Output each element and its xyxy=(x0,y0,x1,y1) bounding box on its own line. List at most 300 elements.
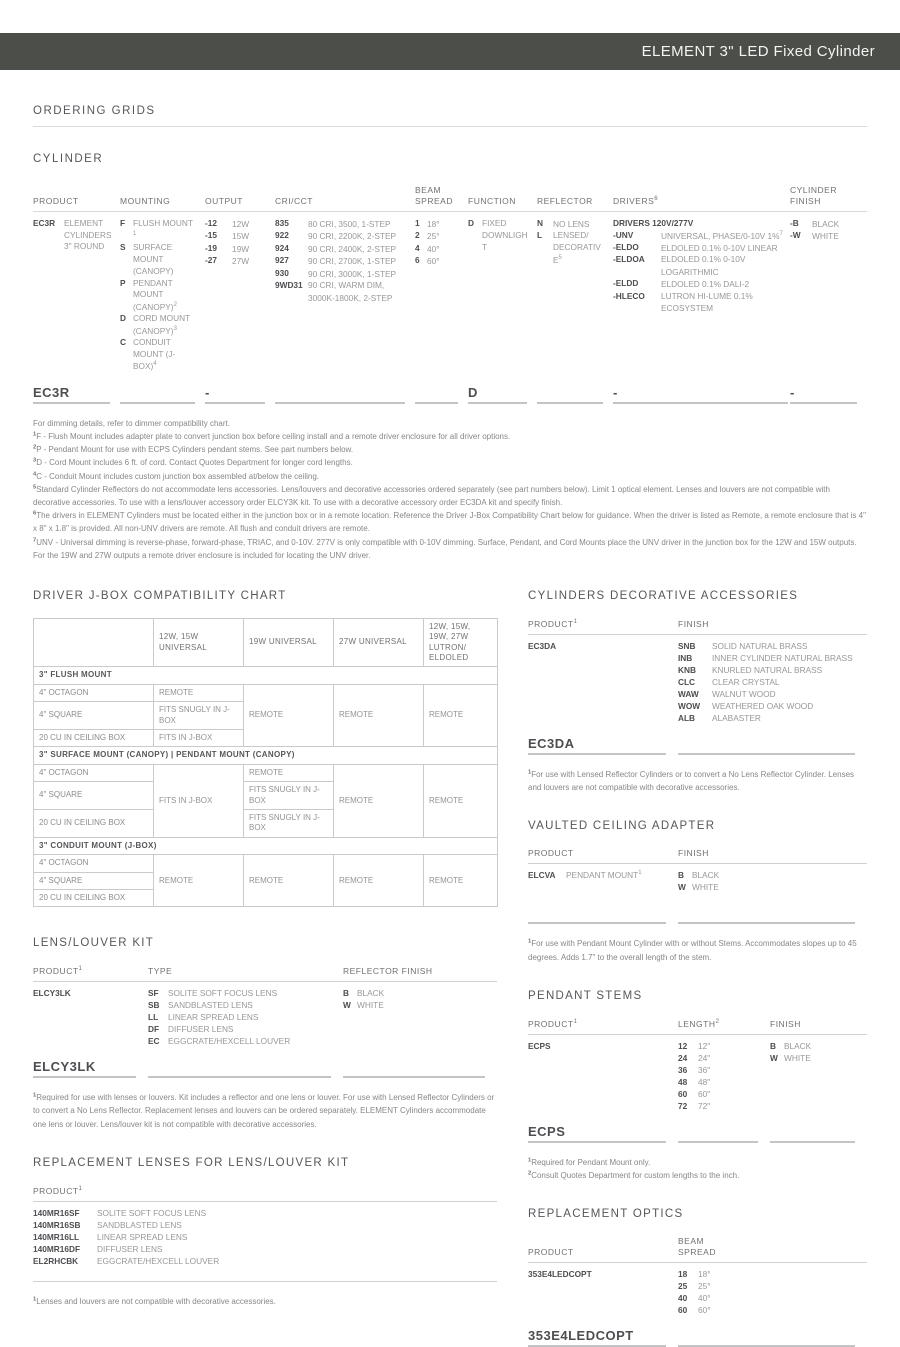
left-column xyxy=(33,590,497,1347)
option-row xyxy=(678,652,855,664)
footnote: $^3$D - Cord Mount includes 6 ft. of cord. Contact Quotes Department for longer cord lengths. xyxy=(33,457,353,468)
stems-headers xyxy=(528,1018,867,1035)
option-code: -12 xyxy=(205,218,217,229)
vaulted-fill-in-row xyxy=(528,905,867,924)
option-label: 60" xyxy=(698,1088,711,1099)
fill-in-beam-spread xyxy=(678,1328,855,1347)
option-row xyxy=(537,218,605,230)
accessories-finishes xyxy=(678,640,867,724)
product-column xyxy=(33,218,120,373)
option-label: WHITE xyxy=(784,1052,811,1063)
option-row xyxy=(537,230,605,266)
optics-body xyxy=(528,1268,867,1316)
option-code: B xyxy=(770,1040,776,1051)
option-row xyxy=(275,230,407,242)
option-label: BLACK xyxy=(692,870,720,881)
option-label: 60° xyxy=(698,1305,711,1316)
option-label: 19W xyxy=(232,243,250,254)
option-label: LENSED/ DECORATIVE$^5$ xyxy=(553,230,601,265)
jbox-cell: FITS SNUGLY IN J-BOX xyxy=(244,782,334,810)
fill-in-product: 353E4LEDCOPT xyxy=(528,1328,666,1347)
option-label: 12" xyxy=(698,1040,711,1051)
option-row xyxy=(33,1255,497,1267)
option-row xyxy=(275,243,407,255)
lens-kit-finishes xyxy=(343,987,497,1047)
option-row xyxy=(790,230,859,242)
option-code: 72 xyxy=(678,1100,688,1111)
option-label: FIXED DOWNLIGHT xyxy=(482,218,528,253)
jbox-row-label: 4" OCTAGON xyxy=(34,855,154,872)
jbox-row-label: 4" OCTAGON xyxy=(34,764,154,781)
option-label: 90 CRI, WARM DIM, 3000K-1800K, 2-STEP xyxy=(308,279,393,303)
option-label: SOLITE SOFT FOCUS LENS xyxy=(97,1207,207,1218)
option-label: BLACK xyxy=(357,988,385,999)
option-label: 90 CRI, 2700K, 1-STEP xyxy=(308,255,397,266)
option-row xyxy=(120,218,197,242)
option-label: LINEAR SPREAD LENS xyxy=(97,1231,188,1242)
option-code: W xyxy=(343,1000,351,1011)
option-code: 4 xyxy=(415,242,420,253)
jbox-cell: REMOTE xyxy=(424,684,498,747)
option-row xyxy=(678,640,855,652)
option-code: D xyxy=(468,218,474,229)
jbox-cell: FITS SNUGLY IN J-BOX xyxy=(154,702,244,730)
output-column xyxy=(205,218,275,373)
option-row xyxy=(770,1040,855,1052)
product-desc: ELEMENT CYLINDERS 3" ROUND xyxy=(64,218,112,252)
jbox-row-label: 20 CU IN CEILING BOX xyxy=(34,809,154,837)
option-code: 18 xyxy=(678,1269,688,1280)
accessories-product-code: EC3DA xyxy=(528,640,557,651)
option-row xyxy=(120,337,197,373)
option-label: 15W xyxy=(232,231,250,242)
lens-kit-types xyxy=(148,987,343,1047)
option-label: ELDOLED 0.1% DALI-2 xyxy=(661,279,750,290)
option-row xyxy=(343,999,485,1011)
jbox-col-lutron-eldoled: 12W, 15W, 19W, 27W LUTRON/ ELDOLED xyxy=(424,618,498,667)
option-row xyxy=(205,218,267,230)
option-row xyxy=(613,230,788,242)
stems-product-code: ECPS xyxy=(528,1040,551,1051)
jbox-section-surface-pendant: 3" SURFACE MOUNT (CANOPY) | PENDANT MOUNT (CANOPY) xyxy=(34,747,498,764)
option-label: SANDBLASTED LENS xyxy=(168,1000,253,1011)
option-code: EL2RHCBK xyxy=(33,1255,79,1266)
replacement-lenses-product-header: PRODUCT$^1$ xyxy=(33,1184,83,1196)
option-label: EGGCRATE/HEXCELL LOUVER xyxy=(97,1255,220,1266)
product-code: EC3R xyxy=(33,218,56,229)
option-row xyxy=(613,242,788,254)
option-label: DIFFUSER LENS xyxy=(168,1024,234,1035)
drivers-footnote-ref: 6 xyxy=(654,195,659,203)
lens-kit-fill-in-row xyxy=(33,1059,497,1078)
option-row xyxy=(770,1052,855,1064)
option-row xyxy=(678,1052,758,1064)
option-code: -HLECO xyxy=(613,290,645,301)
option-label: SURFACE MOUNT (CANOPY) xyxy=(133,242,174,277)
option-code: EC xyxy=(148,1036,160,1047)
option-code: KNB xyxy=(678,664,696,675)
option-code: 40 xyxy=(678,1293,688,1304)
replacement-lenses-list xyxy=(33,1207,497,1267)
option-code: L xyxy=(537,230,543,241)
option-label: SOLITE SOFT FOCUS LENS xyxy=(168,988,278,999)
option-row xyxy=(678,1076,758,1088)
optics-product-header: PRODUCT xyxy=(528,1247,574,1258)
jbox-row-label: 4" SQUARE xyxy=(34,872,154,889)
option-row xyxy=(275,268,407,280)
jbox-row xyxy=(34,684,498,701)
option-row xyxy=(678,881,855,893)
footnote: $^1$For use with Lensed Reflector Cylinders or to convert a No Lens Reflector Cylinder. Lenses and louvers are not compatible with decorative accessories. xyxy=(528,769,855,793)
option-row xyxy=(148,1023,331,1035)
jbox-cell: REMOTE xyxy=(334,855,424,907)
jbox-compatibility-table xyxy=(33,618,498,907)
reflector-column xyxy=(537,218,613,373)
option-row xyxy=(275,255,407,267)
option-row xyxy=(678,700,855,712)
lens-kit-headers xyxy=(33,965,497,982)
jbox-section-conduit: 3" CONDUIT MOUNT (J-BOX) xyxy=(34,837,498,854)
option-row xyxy=(678,1292,855,1304)
option-label: EGGCRATE/HEXCELL LOUVER xyxy=(168,1036,291,1047)
option-row xyxy=(528,869,666,881)
option-code: 927 xyxy=(275,255,289,266)
option-code: 60 xyxy=(678,1088,688,1099)
option-label: LUTRON HI-LUME 0.1% ECOSYSTEM xyxy=(661,290,753,314)
option-code: 9WD31 xyxy=(275,279,303,290)
option-code: -ELDO xyxy=(613,242,639,253)
option-label: WALNUT WOOD xyxy=(712,688,776,699)
option-label: SOLID NATURAL BRASS xyxy=(712,640,808,651)
replacement-optics-heading: REPLACEMENT OPTICS xyxy=(528,1208,684,1221)
option-code: LL xyxy=(148,1012,159,1023)
footnote: $^6$The drivers in ELEMENT Cylinders must be located either in the junction box or in a remote location. Reference the Driver J-Box Compatibility Chart below for guidance. When the driver is listed as Remote, a remote enclosure that is 4" x 8" x 1.8" is provided. All non-UNV drivers are remote. All flush and conduit drivers are remote. xyxy=(33,510,866,534)
vaulted-ceiling-adapter-heading: VAULTED CEILING ADAPTER xyxy=(528,820,716,833)
option-code: 924 xyxy=(275,242,289,253)
jbox-col-19w: 19W UNIVERSAL xyxy=(244,618,334,667)
option-code: 48 xyxy=(678,1076,688,1087)
option-code: -19 xyxy=(205,242,217,253)
option-row xyxy=(678,869,855,881)
footnote: $^7$UNV - Universal dimming is reverse-phase, forward-phase, TRIAC, and 0-10V. 277V is only compatible with 0-10V dimming. Surface, Pendant, and Cord Mounts place the UNV driver in the junction box for the 12W and 15W outputs. For the 19W and 27W outputs a remote driver enclosure is included for locating the UNV driver. xyxy=(33,536,857,560)
jbox-cell: REMOTE xyxy=(154,684,244,701)
optics-spreads xyxy=(678,1268,867,1316)
accessories-headers xyxy=(528,618,867,635)
option-label: 60° xyxy=(427,255,440,266)
footnote: For dimming details, refer to dimmer compatibility chart. xyxy=(33,418,230,428)
jbox-col-12w-15w: 12W, 15W UNIVERSAL xyxy=(154,618,244,667)
option-row xyxy=(205,255,267,267)
jbox-cell: FITS IN J-BOX xyxy=(154,764,244,837)
option-row xyxy=(678,664,855,676)
fill-in-output: - xyxy=(205,385,265,404)
option-code: WAW xyxy=(678,688,699,699)
option-row xyxy=(33,218,112,253)
option-code: W xyxy=(678,882,686,893)
beam-spread-column xyxy=(415,218,468,373)
option-code: -W xyxy=(790,230,801,241)
option-row xyxy=(33,1243,497,1255)
drivers-voltage-title: DRIVERS 120V/277V xyxy=(613,218,694,229)
vaulted-body xyxy=(528,869,867,893)
option-row xyxy=(120,278,197,314)
ordering-grid-footnotes xyxy=(33,417,867,562)
fill-in-cri-cct xyxy=(275,385,405,404)
option-code: 36 xyxy=(678,1064,688,1075)
vaulted-headers xyxy=(528,848,867,864)
option-code: -27 xyxy=(205,255,217,266)
option-label: CLEAR CRYSTAL xyxy=(712,676,780,687)
right-column xyxy=(528,590,867,1347)
divider xyxy=(33,1281,497,1282)
cylinder-grid-body xyxy=(33,218,867,373)
option-row xyxy=(205,243,267,255)
jbox-cell: REMOTE xyxy=(244,764,334,781)
option-label: WHITE xyxy=(692,882,719,893)
option-label: 18° xyxy=(698,1269,711,1280)
jbox-col-27w: 27W UNIVERSAL xyxy=(334,618,424,667)
jbox-chart-heading: DRIVER J-BOX COMPATIBILITY CHART xyxy=(33,589,287,602)
jbox-row-label: 20 CU IN CEILING BOX xyxy=(34,730,154,747)
footnote: $^1$F - Flush Mount includes adapter plate to convert junction box before ceiling install and a remote driver enclosure for all driver options. xyxy=(33,431,511,442)
footnote: $^1$Required for use with lenses or louvers. Kit includes a reflector and one lens or louver. For use with Lensed Reflector Cylinders or to convert a No Lens Reflector. Replacement lenses and louvers can be ordered separately. ELEMENT Cylinders accommodate one lens or louver. Lens/louver kit is not compatible with decorative accessories. xyxy=(33,1092,495,1129)
option-label: 80 CRI, 3500, 1-STEP xyxy=(308,218,391,229)
option-label: 48" xyxy=(698,1076,711,1087)
option-row xyxy=(148,1011,331,1023)
stems-footnotes xyxy=(528,1156,867,1182)
option-code: CLC xyxy=(678,676,696,687)
option-code: 25 xyxy=(678,1281,688,1292)
fill-in-product xyxy=(528,905,666,924)
lens-kit-footnote xyxy=(33,1091,497,1131)
column-header-beam-spread: BEAM SPREAD xyxy=(415,185,453,207)
accessories-footnote xyxy=(528,768,867,794)
jbox-cell: FITS SNUGLY IN J-BOX xyxy=(244,809,334,837)
option-code: S xyxy=(120,242,126,253)
option-row xyxy=(275,218,407,230)
vaulted-product-desc: PENDANT MOUNT$^1$ xyxy=(566,870,642,881)
option-label: 27W xyxy=(232,255,250,266)
column-header-output: OUTPUT xyxy=(205,196,243,207)
option-row xyxy=(275,280,407,304)
fill-in-drivers: - xyxy=(613,385,788,404)
option-code: 60 xyxy=(678,1305,688,1316)
option-row xyxy=(678,712,855,724)
option-code: 930 xyxy=(275,267,289,278)
drivers-options xyxy=(613,230,788,315)
cylinder-grid-headers xyxy=(33,185,867,212)
jbox-cell: REMOTE xyxy=(154,855,244,907)
stems-length-header: LENGTH$^2$ xyxy=(678,1017,720,1029)
option-label: DIFFUSER LENS xyxy=(97,1243,163,1254)
cylinder-heading: CYLINDER xyxy=(33,153,104,165)
option-label: 90 CRI, 2400K, 2-STEP xyxy=(308,243,397,254)
option-row xyxy=(415,255,460,267)
option-label: 25° xyxy=(698,1281,711,1292)
option-label: 40° xyxy=(698,1293,711,1304)
lens-kit-type-header: TYPE xyxy=(148,966,173,977)
fill-in-product: ECPS xyxy=(528,1124,666,1143)
fill-in-product: EC3DA xyxy=(528,736,666,755)
option-code: 922 xyxy=(275,230,289,241)
column-header-drivers xyxy=(613,195,790,207)
option-row xyxy=(678,676,855,688)
replacement-lenses-headers xyxy=(33,1185,497,1202)
cylinder-fill-in-row xyxy=(33,385,867,404)
option-code: F xyxy=(120,218,126,229)
optics-product-code: 353E4LEDCOPT xyxy=(528,1269,592,1280)
fill-in-finish xyxy=(678,905,855,924)
option-label: BLACK xyxy=(784,1040,812,1051)
vaulted-product-header: PRODUCT xyxy=(528,848,574,859)
option-label: ELDOLED 0.1% 0-10V LINEAR xyxy=(661,242,778,253)
jbox-cell: REMOTE xyxy=(334,764,424,837)
option-code: P xyxy=(120,277,126,288)
finish-column xyxy=(790,218,867,373)
option-code: 6 xyxy=(415,255,420,266)
option-code: 140MR16SF xyxy=(33,1207,80,1218)
jbox-cell: FITS IN J-BOX xyxy=(154,730,244,747)
option-label: LINEAR SPREAD LENS xyxy=(168,1012,259,1023)
ordering-grids-heading: ORDERING GRIDS xyxy=(33,105,867,127)
lens-kit-product-code: ELCY3LK xyxy=(33,988,71,999)
option-row xyxy=(148,999,331,1011)
fill-in-finish xyxy=(343,1059,485,1078)
option-code: B xyxy=(678,870,684,881)
fill-in-finish xyxy=(770,1124,855,1143)
fill-in-finish xyxy=(678,736,855,755)
option-row xyxy=(678,1088,758,1100)
option-label: FLUSH MOUNT $^1$ xyxy=(133,218,193,237)
column-header-function: FUNCTION xyxy=(468,196,516,207)
option-row xyxy=(33,1219,497,1231)
option-label: INNER CYLINDER NATURAL BRASS xyxy=(712,652,853,663)
jbox-row-label: 4" SQUARE xyxy=(34,702,154,730)
option-row xyxy=(120,313,197,337)
vaulted-product-code: ELCVA xyxy=(528,870,556,881)
fill-in-product: EC3R xyxy=(33,385,110,404)
option-row xyxy=(678,1100,758,1112)
option-code: 2 xyxy=(415,230,420,241)
lens-kit-finish-header: REFLECTOR FINISH xyxy=(343,966,433,977)
column-header-reflector: REFLECTOR xyxy=(537,196,593,207)
option-code: -ELDOA xyxy=(613,254,645,265)
option-code: SB xyxy=(148,1000,160,1011)
option-code: -ELDD xyxy=(613,278,639,289)
option-row xyxy=(33,1231,497,1243)
column-header-mounting: MOUNTING xyxy=(120,196,171,207)
option-label: PENDANT MOUNT (CANOPY)$^2$ xyxy=(133,277,177,312)
option-label: WEATHERED OAK WOOD xyxy=(712,700,814,711)
optics-fill-in-row xyxy=(528,1328,867,1347)
option-row xyxy=(678,1040,758,1052)
option-label: 36" xyxy=(698,1064,711,1075)
footnote: $^5$Standard Cylinder Reflectors do not accommodate lens accessories. Lens/louvers and decorative accessories ordered separately (see part numbers below). Limit 1 optical element. Lenses and louvers are not compatible with decorative accessories. To use with a lens/louver accessory order ELCY3K kit. To use with a decorative accessory order EC3DA kit and specify finish. xyxy=(33,484,830,507)
header-bar xyxy=(0,33,900,70)
option-label: 72" xyxy=(698,1100,711,1111)
option-label: CONDUIT MOUNT $(J-BOX)^4$ xyxy=(133,337,176,372)
vaulted-finish-header: FINISH xyxy=(678,848,709,859)
function-column xyxy=(468,218,537,373)
option-label: ALABASTER xyxy=(712,712,761,723)
replacement-lenses-heading: REPLACEMENT LENSES FOR LENS/LOUVER KIT xyxy=(33,1156,350,1169)
jbox-header-row xyxy=(34,618,498,667)
jbox-cell: REMOTE xyxy=(424,855,498,907)
footnote: $^1$Required for Pendant Mount only. xyxy=(528,1157,651,1167)
option-row xyxy=(415,230,460,242)
jbox-row-label: 4" SQUARE xyxy=(34,782,154,810)
option-label: UNIVERSAL, PHASE/0-10V 1%$^7$ xyxy=(661,230,783,241)
footnote: $^2$P - Pendant Mount for use with ECPS Cylinders pendant stems. See part numbers below. xyxy=(33,444,354,455)
option-row xyxy=(148,987,331,999)
accessories-product-header: PRODUCT$^1$ xyxy=(528,617,578,629)
fill-in-product: ELCY3LK xyxy=(33,1059,136,1078)
fill-in-beam-spread xyxy=(415,385,458,404)
option-label: ELDOLED 0.1% 0-10V LOGARITHMIC xyxy=(661,254,746,277)
option-code: 1 xyxy=(415,218,420,229)
option-code: 140MR16SB xyxy=(33,1219,81,1230)
jbox-corner-cell xyxy=(34,618,154,667)
option-row xyxy=(205,230,267,242)
option-code: B xyxy=(343,988,349,999)
option-code: DF xyxy=(148,1024,160,1035)
page-content xyxy=(33,105,867,1347)
jbox-cell: REMOTE xyxy=(334,684,424,747)
option-code: W xyxy=(770,1052,778,1063)
option-code: SNB xyxy=(678,640,696,651)
jbox-row xyxy=(34,855,498,872)
stems-product-header: PRODUCT$^1$ xyxy=(528,1017,578,1029)
option-label: WHITE xyxy=(812,231,839,242)
mounting-column xyxy=(120,218,205,373)
option-row xyxy=(415,243,460,255)
option-label: 25° xyxy=(427,231,440,242)
replacement-lenses-footnote xyxy=(33,1295,497,1308)
option-label: 12W xyxy=(232,218,250,229)
option-code: 140MR16DF xyxy=(33,1243,81,1254)
drivers-header-label: DRIVERS xyxy=(613,196,655,207)
option-label: SANDBLASTED LENS xyxy=(97,1219,182,1230)
option-code: WOW xyxy=(678,700,701,711)
footnote: $^1$Lenses and louvers are not compatible with decorative accessories. xyxy=(33,1296,276,1306)
option-row xyxy=(790,218,859,230)
option-label: 18° xyxy=(427,218,440,229)
option-row xyxy=(468,218,529,254)
column-header-cylinder-finish: CYLINDER FINISH xyxy=(790,185,837,207)
vaulted-footnote xyxy=(528,937,867,963)
stems-fill-in-row xyxy=(528,1124,867,1143)
option-code: SF xyxy=(148,988,159,999)
option-row xyxy=(678,1064,758,1076)
option-code: C xyxy=(120,337,126,348)
page-title: ELEMENT 3" LED Fixed Cylinder xyxy=(641,43,875,60)
option-label: NO LENS xyxy=(553,218,590,229)
option-label: 90 CRI, 2200K, 2-STEP xyxy=(308,231,397,242)
option-code: 12 xyxy=(678,1040,688,1051)
column-header-cri-cct: CRI/CCT xyxy=(275,196,313,207)
option-label: 24" xyxy=(698,1052,711,1063)
option-code: 24 xyxy=(678,1052,688,1063)
jbox-cell: REMOTE xyxy=(424,764,498,837)
stems-finishes xyxy=(770,1040,867,1112)
lens-kit-product-header: PRODUCT$^1$ xyxy=(33,965,83,977)
footnote: $^2$Consult Quotes Department for custom lengths to the inch. xyxy=(528,1170,740,1180)
lens-louver-kit-heading: LENS/LOUVER KIT xyxy=(33,937,155,950)
option-row xyxy=(148,1035,331,1047)
option-label: KNURLED NATURAL BRASS xyxy=(712,664,823,675)
option-row xyxy=(678,1268,855,1280)
stems-body xyxy=(528,1040,867,1112)
